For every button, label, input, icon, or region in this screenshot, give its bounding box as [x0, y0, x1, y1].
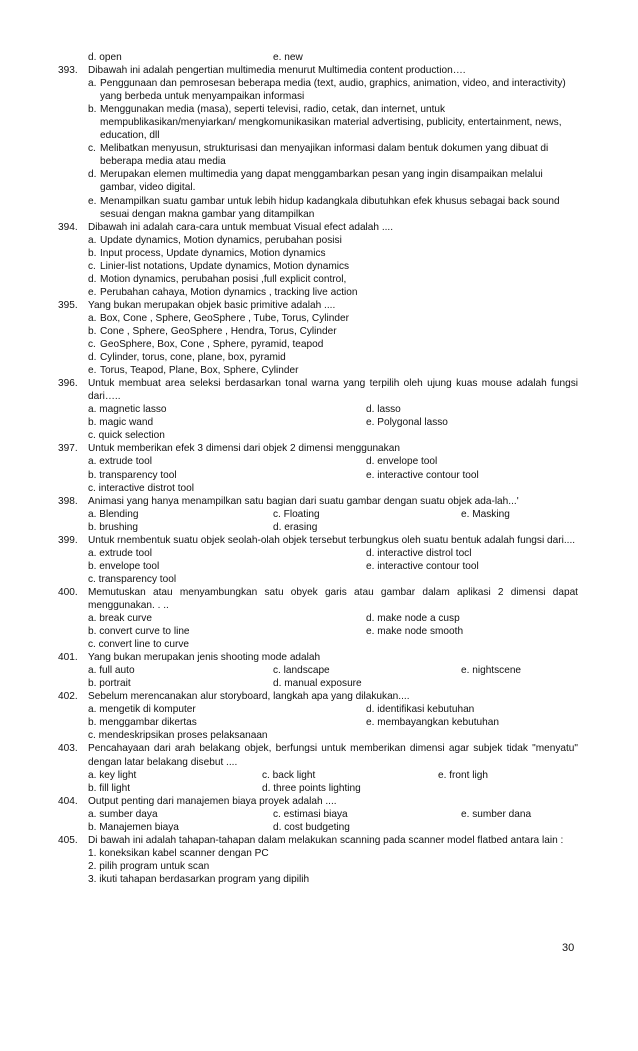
answer-option-left: c. mendeskripsikan proses pelaksanaan	[88, 730, 268, 742]
answer-row	[58, 782, 578, 795]
answer-option-left: a. extrude tool	[88, 456, 152, 468]
answer-option-col2: d. erasing	[273, 521, 318, 533]
question-block	[58, 377, 578, 442]
answer-option-col2: c. back light	[262, 769, 316, 781]
answer-option-col2: c. landscape	[273, 665, 330, 677]
answer-option-col3	[461, 677, 578, 690]
answer-row	[58, 625, 578, 638]
question-header	[58, 742, 578, 768]
answer-option-col3: e. nightscene	[461, 665, 522, 677]
answer-option-col1: a. sumber daya	[88, 808, 158, 820]
lead-options-row	[58, 51, 578, 64]
question-header	[58, 299, 578, 312]
option-letter: e.	[88, 195, 97, 207]
option-text: Input process, Update dynamics, Motion dynamics	[100, 247, 326, 259]
answer-option-right: d. interactive distrol tocl	[366, 547, 472, 559]
question-block	[58, 221, 578, 299]
answer-row	[58, 808, 578, 821]
answer-row	[58, 703, 578, 716]
option-text: Cylinder, torus, cone, plane, box, pyramid	[100, 352, 286, 364]
option-letter: b.	[88, 247, 97, 259]
answer-row	[58, 612, 578, 625]
answer-option-left: b. magic wand	[88, 417, 154, 429]
option-text: Menggunakan media (masa), seperti televisi, radio, cetak, dan internet, untuk mempublikasikan/menyiarkan/ mengkomunikasikan material advertising, publicity, entertainment, news, education, dll	[100, 104, 562, 142]
question-block	[58, 651, 578, 690]
answer-option	[58, 77, 578, 103]
question-header	[58, 834, 578, 847]
answer-option-col3	[461, 521, 578, 534]
scan-step: 2. pilih program untuk scan	[88, 860, 210, 872]
question-block	[58, 586, 578, 651]
page-number: 30	[562, 942, 575, 954]
question-text: Memutuskan atau menyambungkan satu obyek garis atau gambar dalam aplikasi 2 dimensi dapat menggunakan. . ..	[88, 586, 578, 611]
answer-option-left: a. mengetik di komputer	[88, 704, 196, 716]
answer-row	[58, 547, 578, 560]
answer-option-col3: e. front ligh	[438, 769, 488, 781]
question-number: 402.	[58, 691, 78, 703]
question-number: 394.	[58, 221, 78, 233]
question-text: Untuk rnembentuk suatu objek seolah-olah objek tersebut terbungkus oleh suatu bentuk adalah fungsi dari....	[88, 534, 576, 546]
answer-option	[58, 168, 578, 194]
option-d: d. open	[88, 52, 122, 63]
question-header	[58, 534, 578, 547]
answer-row	[58, 638, 578, 651]
option-text: Penggunaan dan pemrosesan beberapa media (text, audio, graphics, animation, video, and interactivity) yang berbeda untuk menyampaikan informasi	[100, 78, 566, 103]
answer-option-col3: e. sumber dana	[461, 808, 532, 820]
answer-option-right: e. Polygonal lasso	[366, 417, 448, 429]
question-text: Di bawah ini adalah tahapan-tahapan dalam melakukan scanning pada scanner model flatbed antara lain :	[88, 834, 564, 846]
answer-option-left: b. envelope tool	[88, 560, 160, 572]
answer-option	[58, 364, 578, 377]
answer-option-col3	[461, 821, 578, 834]
option-letter: a.	[88, 234, 97, 246]
answer-row	[58, 716, 578, 729]
option-letter: e.	[88, 286, 97, 298]
answer-option-col1: b. portrait	[88, 678, 131, 690]
option-letter: a.	[88, 78, 97, 90]
option-text: Melibatkan menyusun, strukturisasi dan menyajikan informasi dalam bentuk dokumen yang dibuat di beberapa media atau media	[100, 143, 549, 168]
answer-row	[58, 429, 578, 442]
question-number: 400.	[58, 586, 78, 598]
answer-option	[58, 351, 578, 364]
question-header	[58, 377, 578, 403]
option-letter: d.	[88, 352, 97, 364]
option-text: Linier-list notations, Update dynamics, Motion dynamics	[100, 260, 350, 272]
question-header	[58, 795, 578, 808]
answer-option-col2: d. cost budgeting	[273, 821, 350, 833]
option-letter: e.	[88, 365, 97, 377]
answer-option-col1: a. key light	[88, 769, 137, 781]
answer-row	[58, 769, 578, 782]
answer-row	[58, 508, 578, 521]
scan-step: 3. ikuti tahapan berdasarkan program yang dipilih	[88, 873, 310, 885]
answer-option-col2: d. manual exposure	[273, 678, 362, 690]
answer-option-col3: e. Masking	[461, 508, 510, 520]
answer-row	[58, 521, 578, 534]
option-e: e. new	[273, 52, 303, 63]
answer-option-left: b. convert curve to line	[88, 626, 190, 638]
question-number: 401.	[58, 652, 78, 664]
question-header	[58, 442, 578, 455]
answer-option-col1: a. full auto	[88, 665, 135, 677]
answer-option-left: b. transparency tool	[88, 469, 177, 481]
answer-option-col2: d. three points lighting	[262, 782, 361, 794]
answer-option-col2: c. estimasi biaya	[273, 808, 348, 820]
option-text: Menampilkan suatu gambar untuk lebih hidup kadangkala dibutuhkan efek khusus sebagai back sound sesuai dengan makna gambar yang ditampilkan	[100, 195, 560, 220]
answer-option	[58, 325, 578, 338]
question-header	[58, 64, 578, 77]
answer-option-right: d. lasso	[366, 404, 401, 416]
option-text: Update dynamics, Motion dynamics, perubahan posisi	[100, 234, 342, 246]
question-list	[58, 51, 578, 886]
question-block	[58, 534, 578, 586]
answer-option-right: e. interactive contour tool	[366, 560, 479, 572]
option-letter: c.	[88, 143, 96, 155]
answer-option	[58, 260, 578, 273]
answer-option-col1: a. Blending	[88, 508, 139, 520]
answer-option-left: a. magnetic lasso	[88, 404, 167, 416]
answer-row	[58, 573, 578, 586]
answer-row	[58, 403, 578, 416]
answer-option-left: c. transparency tool	[88, 573, 177, 585]
question-header	[58, 690, 578, 703]
answer-option-right: e. membayangkan kebutuhan	[366, 717, 499, 729]
question-number: 397.	[58, 443, 78, 455]
answer-option-left: a. break curve	[88, 613, 152, 625]
option-text: GeoSphere, Box, Cone , Sphere, pyramid, teapod	[100, 339, 324, 351]
answer-row	[58, 469, 578, 482]
answer-option-left: b. menggambar dikertas	[88, 717, 197, 729]
answer-option	[58, 273, 578, 286]
question-text: Sebelum merencanakan alur storyboard, langkah apa yang dilakukan....	[88, 691, 410, 703]
question-number: 396.	[58, 378, 78, 390]
question-header	[58, 221, 578, 234]
answer-option	[58, 338, 578, 351]
option-letter: d.	[88, 273, 97, 285]
option-text: Box, Cone , Sphere, GeoSphere , Tube, Torus, Cylinder	[100, 312, 349, 324]
question-text: Yang bukan merupakan jenis shooting mode adalah	[88, 652, 321, 664]
answer-row	[58, 560, 578, 573]
answer-option	[58, 234, 578, 247]
option-text: Perubahan cahaya, Motion dynamics , tracking live action	[100, 286, 358, 298]
answer-option-left: a. extrude tool	[88, 547, 152, 559]
question-number: 404.	[58, 795, 78, 807]
question-block	[58, 690, 578, 742]
question-block	[58, 299, 578, 377]
answer-option-right: d. identifikasi kebutuhan	[366, 704, 475, 716]
answer-option-col1: b. fill light	[88, 782, 131, 794]
question-block	[58, 442, 578, 494]
question-block	[58, 64, 578, 221]
scan-step: 1. koneksikan kabel scanner dengan PC	[88, 847, 269, 859]
answer-option-col3	[438, 782, 578, 795]
answer-option-col2: c. Floating	[273, 508, 320, 520]
answer-option-left: c. quick selection	[88, 430, 165, 442]
option-text: Motion dynamics, perubahan posisi ,full explicit control,	[100, 273, 347, 285]
option-letter: a.	[88, 312, 97, 324]
answer-option	[58, 142, 578, 168]
answer-row	[58, 482, 578, 495]
question-text: Dibawah ini adalah cara-cara untuk membuat Visual efect adalah ....	[88, 221, 394, 233]
option-text: Merupakan elemen multimedia yang dapat menggambarkan pesan yang ingin disampaikan melalui gambar, video digital.	[100, 169, 543, 194]
question-block	[58, 495, 578, 534]
option-text: Cone , Sphere, GeoSphere , Hendra, Torus, Cylinder	[100, 325, 337, 337]
answer-option-left: c. convert line to curve	[88, 639, 189, 651]
option-letter: c.	[88, 339, 96, 351]
answer-option	[58, 103, 578, 142]
question-text: Untuk memberikan efek 3 dimensi dari objek 2 dimensi menggunakan	[88, 443, 400, 455]
answer-option-right: e. interactive contour tool	[366, 469, 479, 481]
answer-row	[58, 821, 578, 834]
answer-option-right: d. make node a cusp	[366, 613, 460, 625]
answer-option-right: e. make node smooth	[366, 626, 464, 638]
question-number: 403.	[58, 743, 78, 755]
question-number: 395.	[58, 299, 78, 311]
question-header	[58, 586, 578, 612]
question-text: Yang bukan merupakan objek basic primitive adalah ....	[88, 299, 336, 311]
option-letter: d.	[88, 169, 97, 181]
question-block	[58, 834, 578, 886]
option-letter: c.	[88, 260, 96, 272]
question-text: Dibawah ini adalah pengertian multimedia menurut Multimedia content production….	[88, 65, 466, 77]
answer-row	[58, 416, 578, 429]
option-letter: b.	[88, 104, 97, 116]
question-header	[58, 651, 578, 664]
question-number: 399.	[58, 534, 78, 546]
answer-row	[58, 664, 578, 677]
option-letter: b.	[88, 325, 97, 337]
question-header	[58, 495, 578, 508]
option-text: Torus, Teapod, Plane, Box, Sphere, Cylinder	[100, 365, 299, 377]
question-text: Output penting dari manajemen biaya proyek adalah ....	[88, 795, 337, 807]
answer-option	[58, 195, 578, 221]
question-text: Pencahayaan dari arah belakang objek, berfungsi untuk memberikan dimensi agar subjek tidak "menyatu" dengan latar belakang disebut ....	[88, 743, 578, 768]
question-text: Animasi yang hanya menampilkan satu bagian dari suatu gambar dengan suatu objek ada-lah...'	[88, 495, 519, 507]
question-block	[58, 795, 578, 834]
question-number: 405.	[58, 834, 78, 846]
answer-option	[58, 312, 578, 325]
question-text: Untuk membuat area seleksi berdasarkan tonal warna yang terpilih oleh ujung kuas mouse adalah fungsi dari…..	[88, 378, 578, 403]
answer-option-col1: b. brushing	[88, 521, 138, 533]
answer-row	[58, 455, 578, 468]
answer-option-right: d. envelope tool	[366, 456, 438, 468]
answer-row	[58, 729, 578, 742]
answer-option-left: c. interactive distrot tool	[88, 482, 195, 494]
answer-option	[58, 286, 578, 299]
question-number: 393.	[58, 65, 78, 77]
question-number: 398.	[58, 495, 78, 507]
answer-row	[58, 677, 578, 690]
answer-option	[58, 247, 578, 260]
answer-option-col1: b. Manajemen biaya	[88, 821, 179, 833]
question-block	[58, 742, 578, 794]
